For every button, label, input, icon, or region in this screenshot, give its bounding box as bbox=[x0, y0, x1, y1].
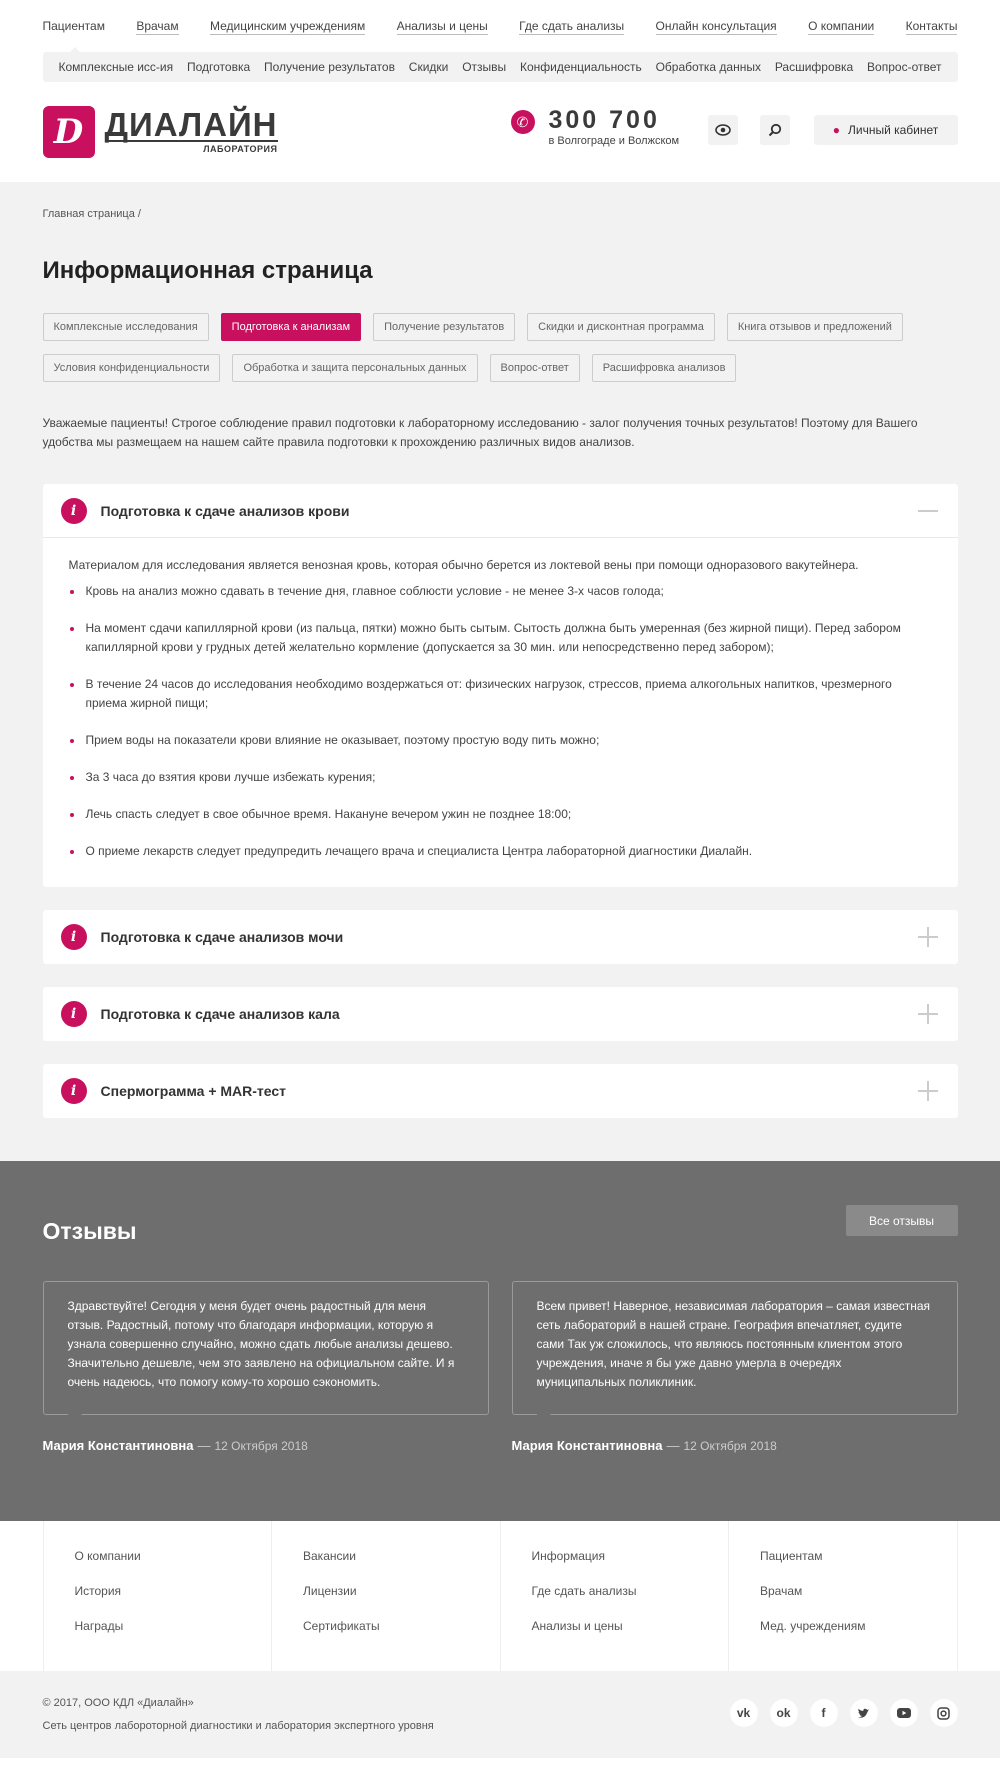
review-text: Здравствуйте! Сегодня у меня будет очень радостный для меня отзыв. Радостный, потому что благодаря информации, которую я узнала совершенно случайно, можно сдать любые анализы дешево. Значительно дешевле, чем это заявлено на официальном сайте. И я очень надеюсь, что помогу кому-то хорошо сэкономить. bbox=[43, 1281, 489, 1415]
topnav-where-to-test[interactable]: Где сдать анализы bbox=[519, 19, 625, 33]
accordion-urine bbox=[43, 910, 958, 964]
footer-bottom bbox=[0, 1671, 1000, 1758]
social-links bbox=[730, 1699, 958, 1727]
accessibility-eye-button[interactable] bbox=[708, 115, 738, 145]
accordion-title: Спермограмма + MAR-тест bbox=[100, 1083, 287, 1099]
instagram-glyph bbox=[937, 1707, 950, 1720]
footer-column bbox=[44, 1521, 273, 1671]
phone-city: в Волгограде и Волжском bbox=[548, 135, 680, 147]
tagline: Сеть центров лабороторной диагностики и лаборатория экспертного уровня bbox=[42, 1720, 434, 1732]
subnav-item[interactable]: Расшифровка bbox=[774, 60, 854, 74]
review-card bbox=[512, 1281, 958, 1453]
sub-nav bbox=[43, 52, 958, 82]
logo-text bbox=[104, 106, 278, 154]
tag-faq[interactable]: Вопрос-ответ bbox=[490, 354, 580, 382]
accordion-stool bbox=[43, 987, 958, 1041]
logo-name: ДИАЛАЙН bbox=[104, 106, 278, 143]
footer-link[interactable]: Врачам bbox=[760, 1584, 803, 1598]
footer-link[interactable]: Сертификаты bbox=[303, 1619, 380, 1633]
accordion-body bbox=[43, 538, 958, 887]
topnav-contacts[interactable]: Контакты bbox=[905, 19, 958, 33]
page-title: Информационная страница bbox=[42, 257, 373, 284]
twitter-glyph bbox=[857, 1708, 870, 1719]
reviews-title: Отзывы bbox=[42, 1218, 137, 1244]
review-author-line: Мария Константиновна — 12 Октября 2018 bbox=[511, 1438, 777, 1453]
footer-link[interactable]: Вакансии bbox=[303, 1549, 356, 1563]
list-item: В течение 24 часов до исследования необходимо воздержаться от: физических нагрузок, стрессов, приема алкогольных напитков, чрезмерного приема жирной пищи; bbox=[69, 675, 932, 713]
footer-link[interactable]: История bbox=[74, 1584, 122, 1598]
review-author: Мария Константиновна bbox=[511, 1438, 663, 1453]
accordion-lead: Материалом для исследования является венозная кровь, которая обычно берется из локтевой вены при помощи одноразового вакутейнера. bbox=[68, 558, 859, 572]
footer-link[interactable]: О компании bbox=[74, 1549, 141, 1563]
accordion-header[interactable] bbox=[43, 1064, 958, 1118]
instagram-icon[interactable] bbox=[930, 1699, 958, 1727]
twitter-icon[interactable] bbox=[850, 1699, 878, 1727]
top-nav bbox=[43, 0, 958, 52]
accordion-header[interactable] bbox=[43, 484, 958, 538]
category-tags bbox=[43, 313, 958, 382]
tag-personal-data[interactable]: Обработка и защита персональных данных bbox=[232, 354, 477, 382]
accordion-blood bbox=[43, 484, 958, 887]
list-item: За 3 часа до взятия крови лучше избежать курения; bbox=[69, 768, 932, 787]
all-reviews-button[interactable]: Все отзывы bbox=[846, 1205, 958, 1236]
breadcrumb[interactable]: Главная страница / bbox=[42, 208, 141, 220]
header bbox=[0, 0, 1000, 182]
footer-column bbox=[729, 1521, 958, 1671]
footer-links bbox=[0, 1521, 1000, 1671]
review-date: 12 Октября 2018 bbox=[214, 1439, 308, 1453]
review-author: Мария Константиновна bbox=[42, 1438, 194, 1453]
brand-row bbox=[43, 82, 958, 182]
accordion-spermogram bbox=[43, 1064, 958, 1118]
personal-account-label: Личный кабинет bbox=[847, 123, 939, 137]
search-icon bbox=[768, 123, 782, 137]
youtube-glyph bbox=[897, 1708, 911, 1718]
review-author-line: Мария Константиновна — 12 Октября 2018 bbox=[42, 1438, 308, 1453]
accordion-title: Подготовка к сдаче анализов кала bbox=[100, 1006, 340, 1022]
odnoklassniki-icon[interactable]: ok bbox=[770, 1699, 798, 1727]
info-icon: i bbox=[61, 924, 87, 950]
review-date: 12 Октября 2018 bbox=[683, 1439, 777, 1453]
expand-icon[interactable] bbox=[918, 927, 938, 947]
subnav-item[interactable]: Подготовка bbox=[186, 60, 251, 74]
intro-text: Уважаемые пациенты! Строгое соблюдение правил подготовки к лабораторному исследованию - залог получения точных результатов! Поэтому для Вашего удобства мы размещаем на нашем сайте правила подготовки к прохождению различных видов анализов. bbox=[42, 416, 918, 449]
topnav-medical-institutions[interactable]: Медицинским учреждениям bbox=[209, 19, 366, 33]
expand-icon[interactable] bbox=[918, 1081, 938, 1101]
copyright: © 2017, ООО КДЛ «Диалайн» bbox=[42, 1697, 194, 1709]
tag-feedback-book[interactable]: Книга отзывов и предложений bbox=[727, 313, 903, 341]
review-text: Всем привет! Наверное, независимая лаборатория – самая известная сеть лабораторий в нашей стране. География впечатляет, судите сами Так уж сложилось, что являюсь постоянным клиентом этого учреждения, иначе я бы уже давно умерла в очередях муниципальных поликлиник. bbox=[512, 1281, 958, 1415]
info-icon: i bbox=[61, 1001, 87, 1027]
accordion-header[interactable] bbox=[43, 987, 958, 1041]
list-item: О приеме лекарств следует предупредить лечащего врача и специалиста Центра лабораторной диагностики Диалайн. bbox=[69, 842, 932, 861]
accordion-list bbox=[69, 582, 932, 861]
subnav-item[interactable]: Вопрос-ответ bbox=[867, 60, 942, 74]
review-cards bbox=[43, 1281, 958, 1453]
list-item: Прием воды на показатели крови влияние не оказывает, поэтому простую воду пить можно; bbox=[69, 731, 932, 750]
collapse-icon[interactable] bbox=[918, 501, 938, 521]
topnav-analyses-prices[interactable]: Анализы и цены bbox=[396, 19, 488, 33]
topnav-doctors[interactable]: Врачам bbox=[136, 19, 179, 33]
phone-number[interactable]: 300 700 bbox=[548, 106, 660, 134]
subnav-item[interactable]: Конфиденциальность bbox=[520, 60, 642, 74]
info-icon: i bbox=[61, 498, 87, 524]
tag-decoding[interactable]: Расшифровка анализов bbox=[592, 354, 737, 382]
tag-preparation[interactable]: Подготовка к анализам bbox=[221, 313, 361, 341]
list-item: Лечь спасть следует в свое обычное время. Накануне вечером ужин не позднее 18:00; bbox=[69, 805, 932, 824]
phone-icon: ✆ bbox=[511, 110, 535, 134]
list-item: Кровь на анализ можно сдавать в течение дня, главное соблюсти условие - не менее 3-х часов голода; bbox=[69, 582, 932, 601]
footer-link[interactable]: Пациентам bbox=[760, 1549, 823, 1563]
info-icon: i bbox=[61, 1078, 87, 1104]
eye-icon bbox=[715, 124, 731, 136]
footer-link[interactable]: Информация bbox=[531, 1549, 605, 1563]
tag-privacy[interactable]: Условия конфиденциальности bbox=[43, 354, 221, 382]
accordion-header[interactable] bbox=[43, 910, 958, 964]
logo-mark-icon: D bbox=[43, 106, 95, 158]
reviews-section bbox=[0, 1161, 1000, 1521]
footer-link[interactable]: Анализы и цены bbox=[531, 1619, 623, 1633]
accordion-title: Подготовка к сдаче анализов крови bbox=[100, 502, 350, 519]
accordion-title: Подготовка к сдаче анализов мочи bbox=[100, 929, 344, 945]
topnav-online-consultation[interactable]: Онлайн консультация bbox=[655, 19, 777, 33]
facebook-icon[interactable]: f bbox=[810, 1699, 838, 1727]
footer-link[interactable]: Где сдать анализы bbox=[531, 1584, 637, 1598]
topnav-patients[interactable]: Пациентам bbox=[42, 19, 105, 33]
review-card bbox=[43, 1281, 489, 1453]
topnav-about[interactable]: О компании bbox=[808, 19, 875, 33]
footer-link[interactable]: Награды bbox=[74, 1619, 124, 1633]
tag-discounts[interactable]: Скидки и дисконтная программа bbox=[527, 313, 715, 341]
youtube-icon[interactable] bbox=[890, 1699, 918, 1727]
subnav-item[interactable]: Отзывы bbox=[462, 60, 507, 74]
expand-icon[interactable] bbox=[918, 1004, 938, 1024]
user-icon: ● bbox=[832, 123, 840, 137]
main-content bbox=[0, 182, 1000, 1161]
tag-complex-research[interactable]: Комплексные исследования bbox=[43, 313, 209, 341]
logo-subtitle: ЛАБОРАТОРИЯ bbox=[203, 144, 278, 154]
phone-block bbox=[511, 106, 680, 147]
subnav-item[interactable]: Скидки bbox=[408, 60, 449, 74]
personal-account-button[interactable] bbox=[814, 115, 958, 145]
subnav-item[interactable]: Получение результатов bbox=[263, 60, 395, 74]
search-button[interactable] bbox=[760, 115, 790, 145]
footer-link[interactable]: Мед. учреждениям bbox=[760, 1619, 866, 1633]
footer-column bbox=[501, 1521, 730, 1671]
subnav-item[interactable]: Комплексные исс-ия bbox=[58, 60, 174, 74]
footer-link[interactable]: Лицензии bbox=[303, 1584, 357, 1598]
vk-icon[interactable]: vk bbox=[730, 1699, 758, 1727]
subnav-item[interactable]: Обработка данных bbox=[655, 60, 761, 74]
tag-results[interactable]: Получение результатов bbox=[373, 313, 515, 341]
list-item: На момент сдачи капиллярной крови (из пальца, пятки) можно быть сытым. Сытость должна быть умеренная (без жирной пищи). Перед забором капиллярной крови у грудных детей желательно кормление (допускается за 30 мин. или непосредственно перед забором); bbox=[69, 619, 932, 657]
logo[interactable] bbox=[43, 106, 278, 158]
footer-column bbox=[272, 1521, 501, 1671]
